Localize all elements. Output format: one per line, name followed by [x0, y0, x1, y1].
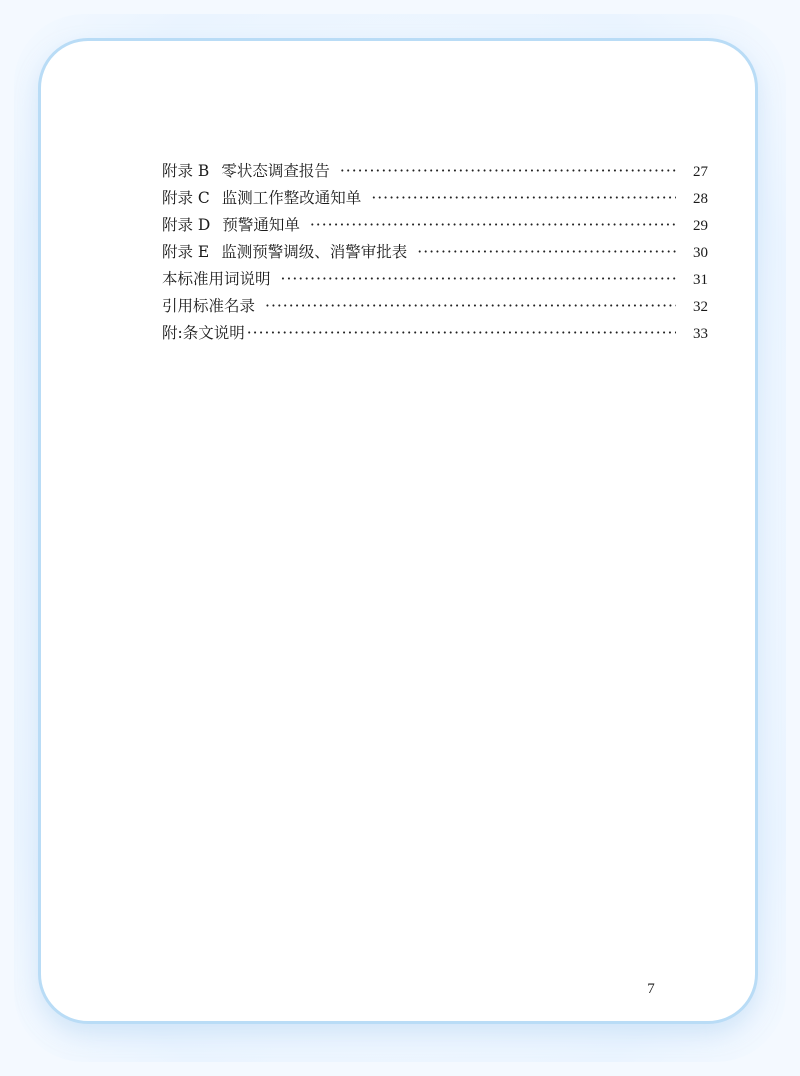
toc-entry-title: 引用标准名录 — [162, 297, 256, 315]
toc-entry-prefix: 附录 D — [162, 216, 211, 234]
toc-entry-page: 30 — [693, 245, 708, 261]
toc-dot-leader — [247, 320, 676, 347]
toc-entry-page: 31 — [693, 272, 708, 288]
document-page — [38, 38, 758, 1024]
table-of-contents — [162, 158, 708, 347]
toc-entry-appendix-e[interactable] — [162, 239, 708, 266]
toc-entry-title: 零状态调查报告 — [221, 162, 330, 180]
toc-entry-appendix-d[interactable] — [162, 212, 708, 239]
toc-entry-title: 预警通知单 — [222, 216, 300, 234]
toc-entry-referenced-standards[interactable] — [162, 293, 708, 320]
toc-entry-page: 28 — [693, 191, 708, 207]
toc-entry-prefix: 附录 E — [162, 243, 210, 261]
toc-entry-page: 27 — [693, 164, 708, 180]
toc-entry-prefix: 附录 B — [162, 162, 210, 180]
toc-entry-title: 监测预警调级、消警审批表 — [221, 243, 408, 261]
toc-entry-prefix: 附录 C — [162, 189, 210, 207]
toc-entry-appendix-b[interactable] — [162, 158, 708, 185]
toc-entry-wording-explanation[interactable] — [162, 266, 708, 293]
toc-dot-leader — [310, 212, 676, 239]
toc-entry-title: 附:条文说明 — [162, 324, 245, 342]
toc-dot-leader — [371, 185, 676, 212]
toc-entry-title: 监测工作整改通知单 — [221, 189, 362, 207]
toc-entry-page: 33 — [693, 326, 708, 342]
page-number: 7 — [647, 981, 655, 997]
toc-entry-page: 29 — [693, 218, 708, 234]
toc-entry-appendix-c[interactable] — [162, 185, 708, 212]
toc-entry-title: 本标准用词说明 — [162, 270, 271, 288]
toc-entry-clause-explanation[interactable] — [162, 320, 708, 347]
toc-dot-leader — [417, 239, 676, 266]
toc-dot-leader — [340, 158, 676, 185]
toc-dot-leader — [281, 266, 676, 293]
toc-entry-page: 32 — [693, 299, 708, 315]
toc-dot-leader — [265, 293, 676, 320]
